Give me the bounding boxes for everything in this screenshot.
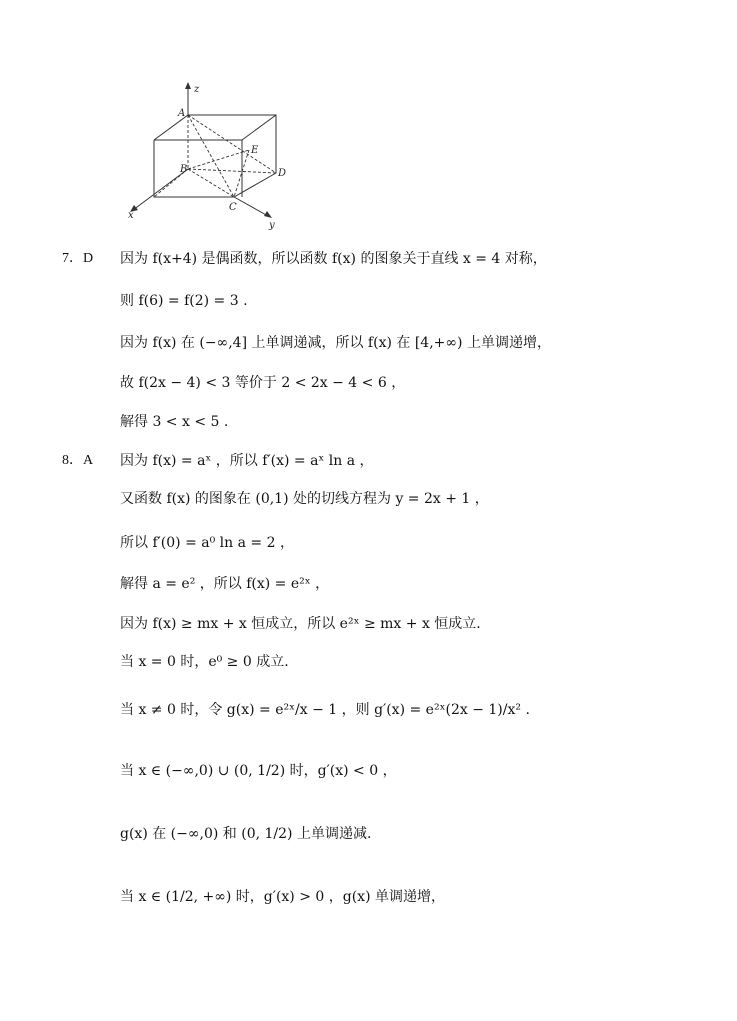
solution-line: 当 x ∈ (−∞,0) ∪ (0, 1/2) 时，g′(x) < 0 ， xyxy=(120,763,397,779)
solution-line: 解得 a = e² ，所以 f(x) = e²ˣ ， xyxy=(120,576,330,592)
solution-line: 当 x ≠ 0 时，令 g(x) = e²ˣ/x − 1 ，则 g′(x) = e²ˣ(2x − 1)/x² . xyxy=(120,702,530,718)
solution-line: 又函数 f(x) 的图象在 (0,1) 处的切线方程为 y = 2x + 1 ， xyxy=(120,491,489,507)
problem-8-number: 8．A xyxy=(62,453,94,468)
solution-line: 当 x ∈ (1/2, +∞) 时，g′(x) > 0 ，g(x) 单调递增， xyxy=(120,889,445,905)
label-e: E xyxy=(251,145,259,156)
label-y: y xyxy=(269,220,275,231)
label-a: A xyxy=(178,108,186,119)
coordinate-cube-diagram xyxy=(118,80,308,240)
solution-line: 当 x = 0 时，e⁰ ≥ 0 成立. xyxy=(120,654,289,670)
label-x: x xyxy=(128,210,134,221)
solution-line: 则 f(6) = f(2) = 3 . xyxy=(120,293,248,309)
cube-figure xyxy=(118,80,308,240)
solution-line: 故 f(2x − 4) < 3 等价于 2 < 2x − 4 < 6 ， xyxy=(120,375,406,391)
solution-line: 所以 f′(0) = a⁰ ln a = 2 ， xyxy=(120,535,294,551)
label-d: D xyxy=(278,168,287,179)
label-c: C xyxy=(229,202,237,213)
label-z: z xyxy=(194,84,200,95)
solution-line: 解得 3 < x < 5 . xyxy=(120,414,229,430)
solution-line: 因为 f(x) = aˣ ，所以 f′(x) = aˣ ln a ， xyxy=(120,453,374,469)
solution-line: g(x) 在 (−∞,0) 和 (0, 1/2) 上单调递减. xyxy=(120,826,372,842)
solution-line: 因为 f(x) 在 (−∞,4] 上单调递减，所以 f(x) 在 [4,+∞) 上单调递增， xyxy=(120,335,551,351)
problem-7-number: 7．D xyxy=(62,251,94,266)
solution-line: 因为 f(x) ≥ mx + x 恒成立，所以 e²ˣ ≥ mx + x 恒成立. xyxy=(120,616,481,632)
solution-line: 因为 f(x+4) 是偶函数，所以函数 f(x) 的图象关于直线 x = 4 对称， xyxy=(120,251,547,267)
label-b: B xyxy=(180,164,188,175)
